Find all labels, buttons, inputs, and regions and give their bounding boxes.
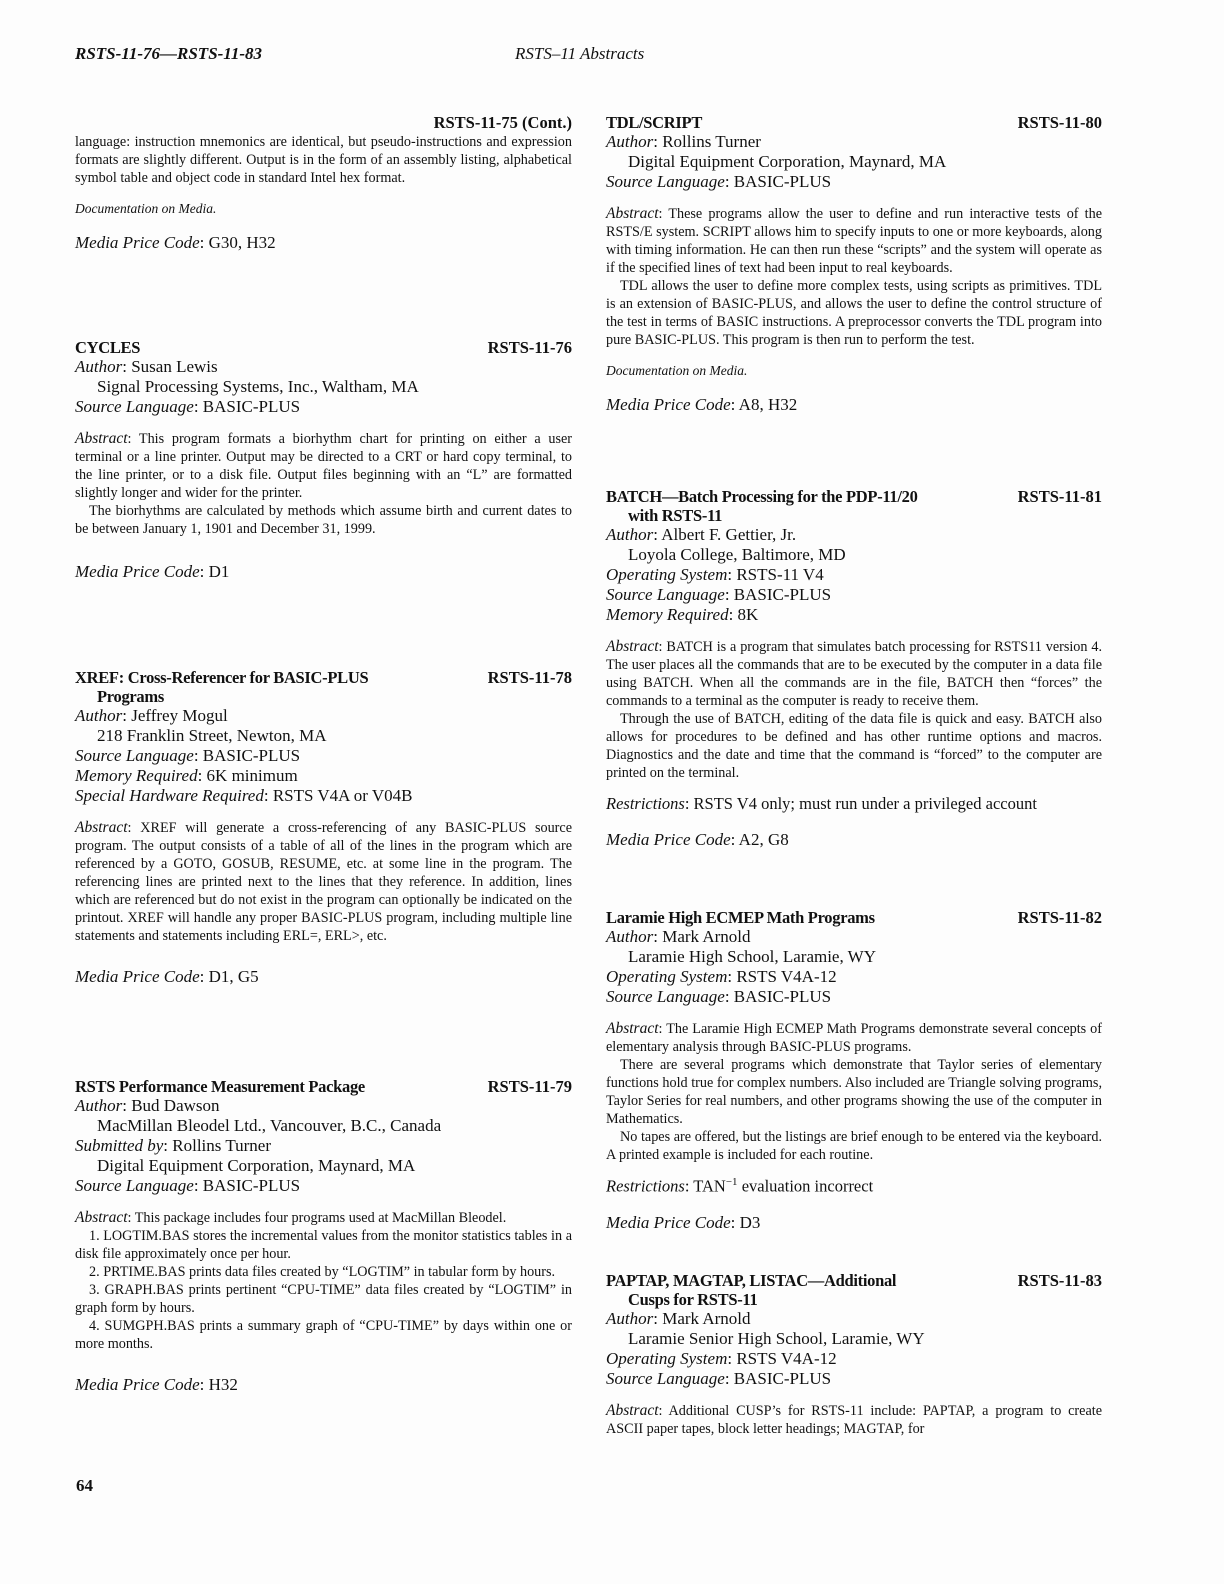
abstract: Abstract: BATCH is a program that simulates batch processing for RSTS11 version 4. The user places all the commands that are to be executed by the computer in a data file using BATCH. When all the commands are in the file, BATCH then “forces” the commands to a terminal as the computer is ready to receive them. [606, 638, 1102, 709]
restrictions: Restrictions: $TAN^{-1}$ evaluation incorrect [606, 1176, 874, 1196]
entry-meta: Author: Susan Lewis Signal Processing Systems, Inc., Waltham, MA Source Language: BASIC-PLUS [75, 357, 419, 416]
entry-meta: Author: Mark Arnold Laramie High School, Laramie, WY Operating System: RSTS V4A-12 Source Language: BASIC-PLUS [606, 927, 876, 1006]
entry-rsts-11-79 [75, 1077, 572, 1395]
abstract-paragraph: The biorhythms are calculated by methods which assume birth and current dates to be between January 1, 1901 and December 31, 1999. [75, 503, 572, 537]
entry-meta: Author: Jeffrey Mogul 218 Franklin Street, Newton, MA Source Language: BASIC-PLUS Memory Required: 6K minimum Special Hardware Required: RSTS V4A or V04B [75, 706, 413, 805]
restrictions: Restrictions: RSTS V4 only; must run under a privileged account [606, 794, 1037, 813]
entry-title: CYCLES [75, 338, 141, 357]
entry-code: RSTS-11-78 [487, 668, 572, 687]
media-price-code: Media Price Code: D3 [606, 1212, 761, 1232]
abstract: Abstract: XREF will generate a cross-referencing of any BASIC-PLUS source program. The output consists of a table of all of the lines in the program which are referenced by a GOTO, GOSUB, RESUME, etc. at some line in the program. The referencing lines are printed next to the lines that they reference. In addition, lines which are referenced but do not exist in the program can optionally be indicated on the printout. XREF will handle any proper BASIC-PLUS program, including multiple line statements and statements including ERL=, ERL>, etc. [75, 819, 572, 944]
list-item: 2. PRTIME.BAS prints data files created by “LOGTIM” in tabular form by hours. [89, 1264, 556, 1280]
abstract: Abstract: The Laramie High ECMEP Math Programs demonstrate several concepts of elementary analysis through BASIC-PLUS programs. [606, 1020, 1102, 1055]
media-price-code: Media Price Code: A2, G8 [606, 830, 789, 849]
abstract-paragraph: Through the use of BATCH, editing of the data file is quick and easy. BATCH also allows for procedures to be defined and has other runtime options and macros. Diagnostics and the date and time that the command is “forced” to the computer are printed on the terminal. [606, 711, 1102, 781]
abstract-paragraph: TDL allows the user to define more complex tests, using scripts as primitives. TDL is an extension of BASIC-PLUS, and allows the user to define the control structure of the test in terms of BASIC instructions. A preprocessor converts the TDL program into pure BASIC-PLUS. This program is then run to perform the test. [606, 278, 1102, 348]
media-price-code: Media Price Code: D1, G5 [75, 967, 259, 986]
entry-code: RSTS-11-79 [487, 1077, 572, 1096]
entry-title: TDL/SCRIPT [606, 113, 703, 132]
abstract: Abstract: These programs allow the user to define and run interactive tests of the RSTS/E system. SCRIPT allows him to specify inputs to one or more keyboards, along with timing information. He can then run these “scripts” and the system will operate as if the specified lines of text had been input to real keyboards. [606, 205, 1102, 276]
entry-code: RSTS-11-83 [1017, 1271, 1102, 1290]
entry-rsts-11-83 [606, 1271, 1102, 1438]
entry-title: Laramie High ECMEP Math Programs [606, 908, 875, 927]
list-item: 4. SUMGPH.BAS prints a summary graph of “CPU-TIME” by days within one or more months. [75, 1318, 572, 1352]
media-price-code: Media Price Code: A8, H32 [606, 395, 798, 414]
page-number: 64 [76, 1476, 93, 1495]
entry-rsts-11-82 [606, 908, 1102, 1233]
entry-title: RSTS Performance Measurement Package [75, 1077, 365, 1096]
entry-rsts-11-81 [606, 487, 1102, 850]
list-item: 3. GRAPH.BAS prints pertinent “CPU-TIME” data files created by “LOGTIM” in graph form by hours. [75, 1282, 572, 1316]
entry-code: RSTS-11-80 [1017, 113, 1102, 132]
entry-rsts-11-78 [75, 668, 572, 987]
entry-title: XREF: Cross-Referencer for BASIC-PLUS Programs [75, 668, 369, 706]
media-price-code: Media Price Code: D1 [75, 562, 230, 581]
running-header-center: RSTS–11 Abstracts [515, 44, 645, 63]
entry-rsts-11-76 [75, 338, 572, 582]
documentation-note: Documentation on Media. [606, 363, 748, 378]
entry-title: BATCH—Batch Processing for the PDP-11/20 with RSTS-11 [606, 487, 918, 525]
entry-meta: Author: Albert F. Gettier, Jr. Loyola College, Baltimore, MD Operating System: RSTS-11 V4 Source Language: BASIC-PLUS Memory Required: 8K [606, 525, 846, 624]
entry-title: PAPTAP, MAGTAP, LISTAC—Additional Cusps for RSTS-11 [606, 1271, 897, 1309]
entry-meta: Author: Bud Dawson MacMillan Bleodel Ltd., Vancouver, B.C., Canada Submitted by: Rollins Turner Digital Equipment Corporation, Maynard, MA Source Language: BASIC-PLUS [75, 1096, 442, 1195]
documentation-note: Documentation on Media. [75, 201, 217, 216]
running-header-left: RSTS-11-76—RSTS-11-83 [75, 44, 263, 63]
media-price-code: Media Price Code: G30, H32 [75, 233, 276, 252]
entry-meta: Author: Rollins Turner Digital Equipment Corporation, Maynard, MA Source Language: BASIC-PLUS [606, 132, 947, 191]
entry-code: RSTS-11-82 [1017, 908, 1102, 927]
entry-code: RSTS-11-76 [487, 338, 572, 357]
abstract: Abstract: This program formats a biorhythm chart for printing on either a user terminal or a line printer. Output may be directed to a CRT or hard copy terminal, to the line printer, or to a disk file. Output files beginning with an “L” are formatted slightly longer and wider for the printer. [75, 430, 572, 501]
entry-meta: Author: Mark Arnold Laramie Senior High School, Laramie, WY Operating System: RSTS V4A-12 Source Language: BASIC-PLUS [606, 1309, 925, 1388]
abstract-paragraph: No tapes are offered, but the listings are brief enough to be entered via the keyboard. A printed example is included for each routine. [606, 1129, 1102, 1163]
media-price-code: Media Price Code: H32 [75, 1375, 238, 1394]
abstract-text: language: instruction mnemonics are identical, but pseudo-instructions and expression formats are slightly different. Output is in the form of an assembly listing, alphabetical symbol table and object code in standard Intel hex format. [75, 134, 572, 186]
abstract-paragraph: There are several programs which demonstrate that Taylor series of elementary functions hold true for complex numbers. Also included are Triangle solving programs, Taylor Series for real numbers, and other programs showing the use of the computer in Mathematics. [606, 1057, 1102, 1127]
entry-rsts-11-75-continued [75, 113, 572, 253]
entry-rsts-11-80 [606, 113, 1102, 415]
entry-code: RSTS-11-81 [1017, 487, 1102, 506]
list-item: 1. LOGTIM.BAS stores the incremental values from the monitor statistics tables in a disk file approximately once per hour. [75, 1228, 572, 1262]
abstract: Abstract: This package includes four programs used at MacMillan Bleodel. [75, 1209, 507, 1226]
abstract: Abstract: Additional CUSP’s for RSTS-11 include: PAPTAP, a program to create ASCII paper tapes, block letter headings; MAGTAP, for [606, 1402, 1102, 1437]
entry-code: RSTS-11-75 (Cont.) [433, 113, 572, 132]
